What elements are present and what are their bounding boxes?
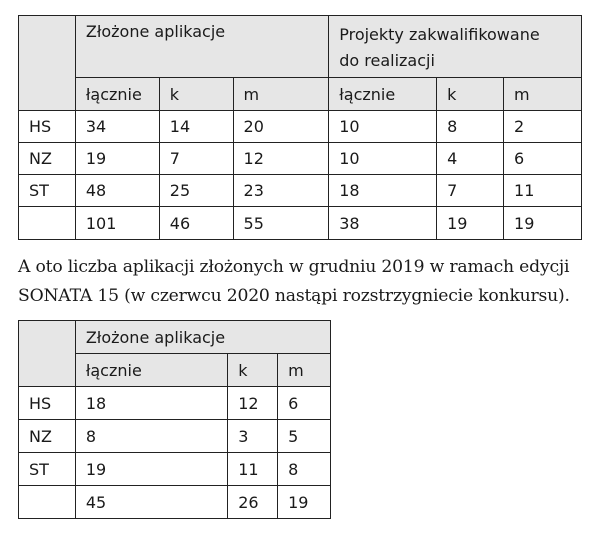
cell: 5 — [278, 420, 331, 453]
group-header-submitted: Złożone aplikacje — [75, 16, 328, 78]
cell: 38 — [329, 207, 437, 240]
paragraph-line: SONATA 15 (w czerwcu 2020 nastąpi rozstrzygniecie konkursu). — [18, 286, 570, 306]
subheader-m: m — [233, 78, 329, 111]
cell: 3 — [228, 420, 278, 453]
group-header-qualified-line2: do realizacji — [339, 51, 435, 70]
cell: 10 — [329, 111, 437, 143]
subheader-k: k — [228, 354, 278, 387]
group-header-qualified-line1: Projekty zakwalifikowane — [339, 25, 540, 44]
cell: 46 — [159, 207, 233, 240]
cell: 45 — [75, 486, 227, 519]
cell: 10 — [329, 143, 437, 175]
cell: 18 — [75, 387, 227, 420]
table-row — [19, 420, 331, 453]
cell: 6 — [504, 143, 582, 175]
row-label: HS — [19, 111, 76, 143]
subheader-m: m — [278, 354, 331, 387]
row-label — [19, 486, 76, 519]
cell: 23 — [233, 175, 329, 207]
cell: 34 — [75, 111, 159, 143]
row-label: ST — [19, 175, 76, 207]
table-row — [19, 453, 331, 486]
row-label: NZ — [19, 143, 76, 175]
description-paragraph — [18, 253, 588, 311]
group-header-submitted: Złożone aplikacje — [75, 321, 330, 354]
subheader-total: łącznie — [75, 78, 159, 111]
cell: 11 — [228, 453, 278, 486]
cell: 12 — [228, 387, 278, 420]
table-row — [19, 143, 582, 175]
cell: 101 — [75, 207, 159, 240]
cell: 6 — [278, 387, 331, 420]
corner-cell — [19, 321, 76, 387]
cell: 19 — [504, 207, 582, 240]
cell: 11 — [504, 175, 582, 207]
cell: 19 — [75, 453, 227, 486]
totals-row — [19, 207, 582, 240]
cell: 8 — [437, 111, 504, 143]
cell: 48 — [75, 175, 159, 207]
cell: 26 — [228, 486, 278, 519]
paragraph-line: A oto liczba aplikacji złożonych w grudniu 2019 w ramach edycji — [18, 257, 570, 277]
row-label: NZ — [19, 420, 76, 453]
cell: 20 — [233, 111, 329, 143]
table-row — [19, 111, 582, 143]
subheader-total: łącznie — [75, 354, 227, 387]
table-row — [19, 387, 331, 420]
cell: 55 — [233, 207, 329, 240]
row-label: ST — [19, 453, 76, 486]
cell: 7 — [437, 175, 504, 207]
cell: 12 — [233, 143, 329, 175]
cell: 19 — [437, 207, 504, 240]
cell: 4 — [437, 143, 504, 175]
cell: 19 — [278, 486, 331, 519]
row-label: HS — [19, 387, 76, 420]
table-row — [19, 175, 582, 207]
totals-row — [19, 486, 331, 519]
cell: 25 — [159, 175, 233, 207]
subheader-k: k — [437, 78, 504, 111]
applications-table-sonata15 — [18, 320, 331, 519]
group-header-qualified — [329, 16, 582, 78]
cell: 8 — [75, 420, 227, 453]
subheader-k: k — [159, 78, 233, 111]
cell: 14 — [159, 111, 233, 143]
row-label — [19, 207, 76, 240]
cell: 2 — [504, 111, 582, 143]
subheader-m: m — [504, 78, 582, 111]
cell: 18 — [329, 175, 437, 207]
applications-table-2019 — [18, 15, 582, 240]
cell: 19 — [75, 143, 159, 175]
corner-cell — [19, 16, 76, 111]
cell: 7 — [159, 143, 233, 175]
subheader-total: łącznie — [329, 78, 437, 111]
cell: 8 — [278, 453, 331, 486]
